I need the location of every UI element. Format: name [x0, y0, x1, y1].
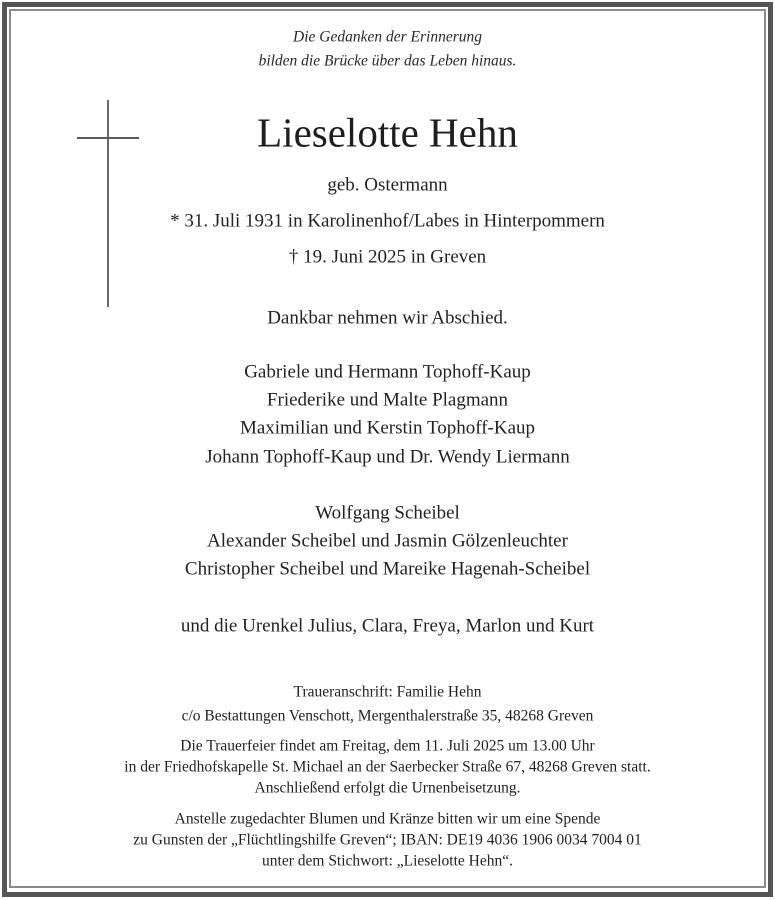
- mourner-line: Friederike und Malte Plagmann: [266, 389, 509, 411]
- donation-line: zu Gunsten der „Flüchtlingshilfe Greven“; IBAN: DE19 4036 1906 0034 7004 01: [133, 831, 642, 849]
- great-grandchildren-line: und die Urenkel Julius, Clara, Freya, Marlon und Kurt: [180, 615, 595, 637]
- mourner-line: Gabriele und Hermann Tophoff-Kaup: [244, 361, 531, 383]
- farewell-text: Dankbar nehmen wir Abschied.: [267, 307, 508, 329]
- service-line: Die Trauerfeier findet am Freitag, dem 11. Juli 2025 um 13.00 Uhr: [180, 737, 595, 755]
- service-line: Anschließend erfolgt die Urnenbeisetzung.: [254, 779, 521, 797]
- mourner-line: Alexander Scheibel und Jasmin Gölzenleuchter: [207, 530, 568, 552]
- address-line: c/o Bestattungen Venschott, Mergenthalerstraße 35, 48268 Greven: [181, 707, 594, 725]
- maiden-name: geb. Ostermann: [327, 174, 448, 196]
- donation-line: Anstelle zugedachter Blumen und Kränze bitten wir um eine Spende: [174, 810, 601, 828]
- verse-line: Die Gedanken der Erinnerung: [293, 28, 482, 46]
- deceased-name: Lieselotte Hehn: [257, 109, 518, 156]
- service-line: in der Friedhofskapelle St. Michael an der Saerbecker Straße 67, 48268 Greven statt.: [124, 758, 651, 776]
- verse-line: bilden die Brücke über das Leben hinaus.: [258, 52, 517, 70]
- mourner-line: Wolfgang Scheibel: [315, 502, 460, 524]
- donation-line: unter dem Stichwort: „Lieselotte Hehn“.: [262, 852, 513, 870]
- birth-line: * 31. Juli 1931 in Karolinenhof/Labes in Hinterpommern: [170, 210, 605, 232]
- death-line: † 19. Juni 2025 in Greven: [288, 246, 487, 268]
- mourner-line: Christopher Scheibel und Mareike Hagenah-Scheibel: [184, 558, 591, 580]
- address-line: Traueranschrift: Familie Hehn: [293, 683, 482, 701]
- mourner-line: Maximilian und Kerstin Tophoff-Kaup: [239, 417, 536, 439]
- mourner-line: Johann Tophoff-Kaup und Dr. Wendy Liermann: [205, 446, 570, 468]
